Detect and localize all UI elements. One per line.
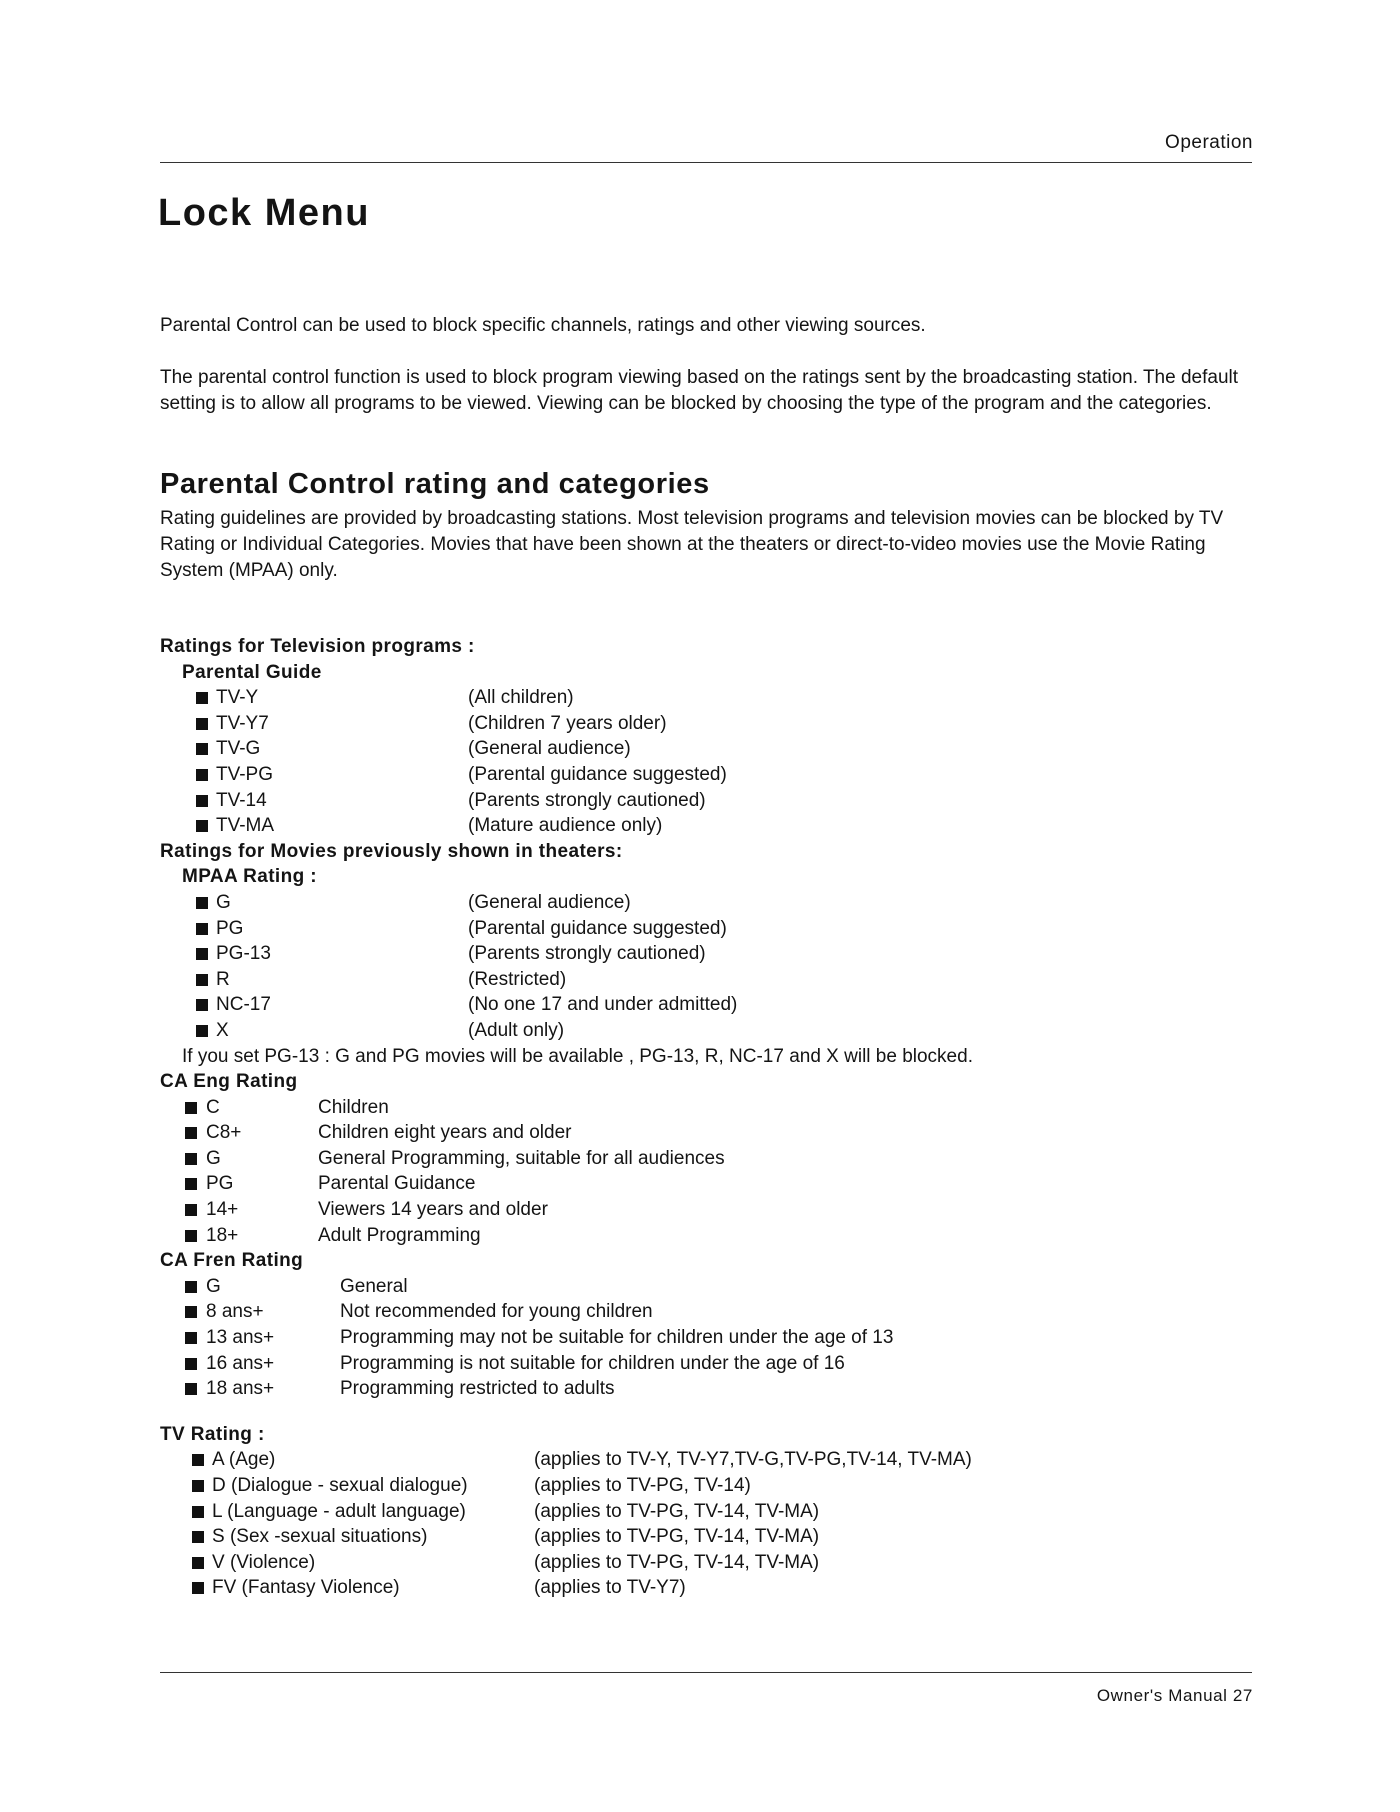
rating-code: D (Dialogue - sexual dialogue) — [212, 1475, 468, 1496]
rating-meaning: (applies to TV-PG, TV-14, TV-MA) — [534, 1551, 820, 1573]
rating-meaning: Parental Guidance — [318, 1173, 476, 1195]
square-bullet-icon — [185, 1178, 197, 1190]
rating-meaning: Not recommended for young children — [340, 1301, 653, 1323]
square-bullet-icon — [185, 1153, 197, 1165]
rating-code: S (Sex -sexual situations) — [212, 1526, 428, 1548]
rating-code: TV-Y7 — [216, 712, 269, 734]
list-item — [160, 1499, 1260, 1525]
list-item — [160, 813, 1260, 839]
rating-meaning: (Parental guidance suggested) — [468, 917, 727, 939]
ca-eng-heading: CA Eng Rating — [160, 1071, 298, 1093]
section-label: Operation — [1165, 132, 1253, 153]
rating-meaning: Children eight years and older — [318, 1122, 572, 1144]
square-bullet-icon — [196, 820, 208, 832]
movies-note: If you set PG-13 : G and PG movies will be available , PG-13, R, NC-17 and X will be blocked. — [182, 1045, 973, 1067]
list-item — [160, 685, 1260, 711]
rating-code: X — [216, 1019, 229, 1041]
square-bullet-icon — [192, 1582, 204, 1594]
rating-meaning: (applies to TV-PG, TV-14) — [534, 1475, 751, 1496]
rating-code: 8 ans+ — [206, 1301, 264, 1323]
square-bullet-icon — [185, 1358, 197, 1370]
list-item — [160, 992, 1260, 1018]
list-item — [160, 788, 1260, 814]
rating-meaning: (All children) — [468, 687, 574, 709]
rating-code: NC-17 — [216, 994, 271, 1016]
rating-meaning: (applies to TV-Y7) — [534, 1577, 686, 1599]
tv-rating-items — [160, 1447, 1260, 1601]
square-bullet-icon — [185, 1230, 197, 1242]
parental-guide-heading: Parental Guide — [182, 661, 322, 683]
list-item — [160, 736, 1260, 762]
page-footer: Owner's Manual 27 — [1096, 1686, 1253, 1705]
rating-meaning: (applies to TV-PG, TV-14, TV-MA) — [534, 1500, 820, 1522]
square-bullet-icon — [196, 923, 208, 935]
rating-code: G — [206, 1147, 221, 1169]
list-item — [160, 1197, 1260, 1223]
square-bullet-icon — [196, 974, 208, 986]
rating-code: PG-13 — [216, 943, 271, 965]
rating-meaning: Adult Programming — [318, 1224, 481, 1246]
rating-meaning: General Programming, suitable for all audiences — [318, 1147, 725, 1169]
rating-meaning: (Restricted) — [468, 968, 567, 990]
list-item — [160, 1171, 1260, 1197]
rating-code: C — [206, 1096, 220, 1118]
rating-meaning: (Mature audience only) — [468, 815, 663, 837]
list-item — [160, 1575, 1260, 1601]
square-bullet-icon — [185, 1281, 197, 1293]
square-bullet-icon — [196, 1025, 208, 1037]
rating-code: PG — [216, 917, 244, 939]
rating-meaning: (Parents strongly cautioned) — [468, 789, 706, 811]
rating-code: 18 ans+ — [206, 1378, 275, 1400]
list-item — [160, 711, 1260, 737]
rating-code: PG — [206, 1173, 234, 1195]
rating-code: A (Age) — [212, 1449, 276, 1471]
rating-meaning: (Children 7 years older) — [468, 712, 667, 734]
rating-code: TV-G — [216, 738, 261, 760]
rating-meaning: General — [340, 1275, 408, 1297]
square-bullet-icon — [196, 897, 208, 909]
square-bullet-icon — [185, 1383, 197, 1395]
header-rule — [160, 162, 1252, 163]
list-item — [160, 1524, 1260, 1550]
rating-code: TV-MA — [216, 815, 275, 837]
list-item — [160, 1447, 1260, 1473]
rating-code: TV-PG — [216, 763, 274, 785]
square-bullet-icon — [192, 1557, 204, 1569]
section-subheading: Parental Control rating and categories — [160, 468, 710, 500]
rating-code: TV-Y — [216, 687, 259, 709]
tv-programs-items — [160, 685, 1260, 839]
movies-heading: Ratings for Movies previously shown in theaters: — [160, 840, 623, 862]
rating-meaning: (applies to TV-Y, TV-Y7,TV-G,TV-PG,TV-14, TV-MA) — [534, 1449, 972, 1471]
rating-code: C8+ — [206, 1122, 242, 1144]
intro-paragraph: Parental Control can be used to block specific channels, ratings and other viewing sources. — [160, 315, 926, 336]
square-bullet-icon — [185, 1127, 197, 1139]
list-item — [160, 916, 1260, 942]
rating-meaning: Programming is not suitable for children under the age of 16 — [340, 1352, 845, 1374]
rating-code: TV-14 — [216, 789, 267, 811]
square-bullet-icon — [196, 718, 208, 730]
rating-code: 16 ans+ — [206, 1352, 275, 1374]
list-item — [160, 762, 1260, 788]
square-bullet-icon — [185, 1332, 197, 1344]
list-item — [160, 1473, 1260, 1499]
list-item — [160, 1274, 1260, 1300]
ratings-list — [160, 634, 1260, 1601]
square-bullet-icon — [192, 1506, 204, 1518]
square-bullet-icon — [192, 1531, 204, 1543]
rating-code: L (Language - adult language) — [212, 1500, 466, 1522]
list-item — [160, 890, 1260, 916]
square-bullet-icon — [196, 948, 208, 960]
rating-code: G — [206, 1275, 221, 1297]
rating-meaning: (Adult only) — [468, 1019, 565, 1041]
list-item — [160, 1376, 1260, 1402]
rating-meaning: (applies to TV-PG, TV-14, TV-MA) — [534, 1526, 820, 1548]
list-item — [160, 1095, 1260, 1121]
rating-meaning: Children — [318, 1096, 389, 1118]
guidelines-paragraph: Rating guidelines are provided by broadcasting stations. Most television programs and television movies can be blocked by TV Rating or Individual Categories. Movies that have been shown at the theaters or direct-to-video movies use the Movie Rating System (MPAA) only. — [160, 508, 1224, 581]
list-item — [160, 967, 1260, 993]
footer-rule — [160, 1672, 1252, 1673]
ca-fren-items — [160, 1274, 1260, 1402]
ca-eng-items — [160, 1095, 1260, 1249]
rating-code: 13 ans+ — [206, 1327, 275, 1349]
square-bullet-icon — [196, 769, 208, 781]
square-bullet-icon — [192, 1480, 204, 1492]
square-bullet-icon — [192, 1454, 204, 1466]
square-bullet-icon — [185, 1102, 197, 1114]
list-item — [160, 1018, 1260, 1044]
page-title: Lock Menu — [158, 192, 370, 234]
tv-programs-heading: Ratings for Television programs : — [160, 636, 475, 657]
square-bullet-icon — [196, 795, 208, 807]
movies-items — [160, 890, 1260, 1044]
rating-meaning: Programming may not be suitable for children under the age of 13 — [340, 1327, 894, 1349]
list-item — [160, 1223, 1260, 1249]
rating-code: 14+ — [206, 1199, 239, 1221]
square-bullet-icon — [185, 1204, 197, 1216]
list-item — [160, 1146, 1260, 1172]
square-bullet-icon — [196, 692, 208, 704]
tv-rating-heading: TV Rating : — [160, 1423, 265, 1445]
rating-meaning: (General audience) — [468, 738, 631, 760]
list-item — [160, 1120, 1260, 1146]
rating-code: G — [216, 891, 231, 913]
list-item — [160, 1299, 1260, 1325]
ca-fren-heading: CA Fren Rating — [160, 1250, 304, 1272]
rating-code: 18+ — [206, 1224, 239, 1246]
list-item — [160, 941, 1260, 967]
rating-meaning: (General audience) — [468, 891, 631, 913]
rating-meaning: (Parental guidance suggested) — [468, 763, 727, 785]
mpaa-heading: MPAA Rating : — [182, 866, 318, 888]
rating-meaning: (Parents strongly cautioned) — [468, 943, 706, 965]
rating-meaning: Programming restricted to adults — [340, 1378, 615, 1400]
description-paragraph: The parental control function is used to block program viewing based on the ratings sent by the broadcasting station. The default setting is to allow all programs to be viewed. Viewing can be blocked by choosing the type of the program and the categories. — [160, 367, 1239, 414]
list-item — [160, 1550, 1260, 1576]
square-bullet-icon — [185, 1306, 197, 1318]
square-bullet-icon — [196, 999, 208, 1011]
square-bullet-icon — [196, 743, 208, 755]
rating-code: R — [216, 968, 230, 990]
list-item — [160, 1325, 1260, 1351]
rating-code: FV (Fantasy Violence) — [212, 1577, 400, 1599]
spacer — [160, 1402, 1260, 1422]
list-item — [160, 1351, 1260, 1377]
rating-code: V (Violence) — [212, 1551, 316, 1573]
rating-meaning: (No one 17 and under admitted) — [468, 994, 738, 1016]
rating-meaning: Viewers 14 years and older — [318, 1199, 548, 1221]
